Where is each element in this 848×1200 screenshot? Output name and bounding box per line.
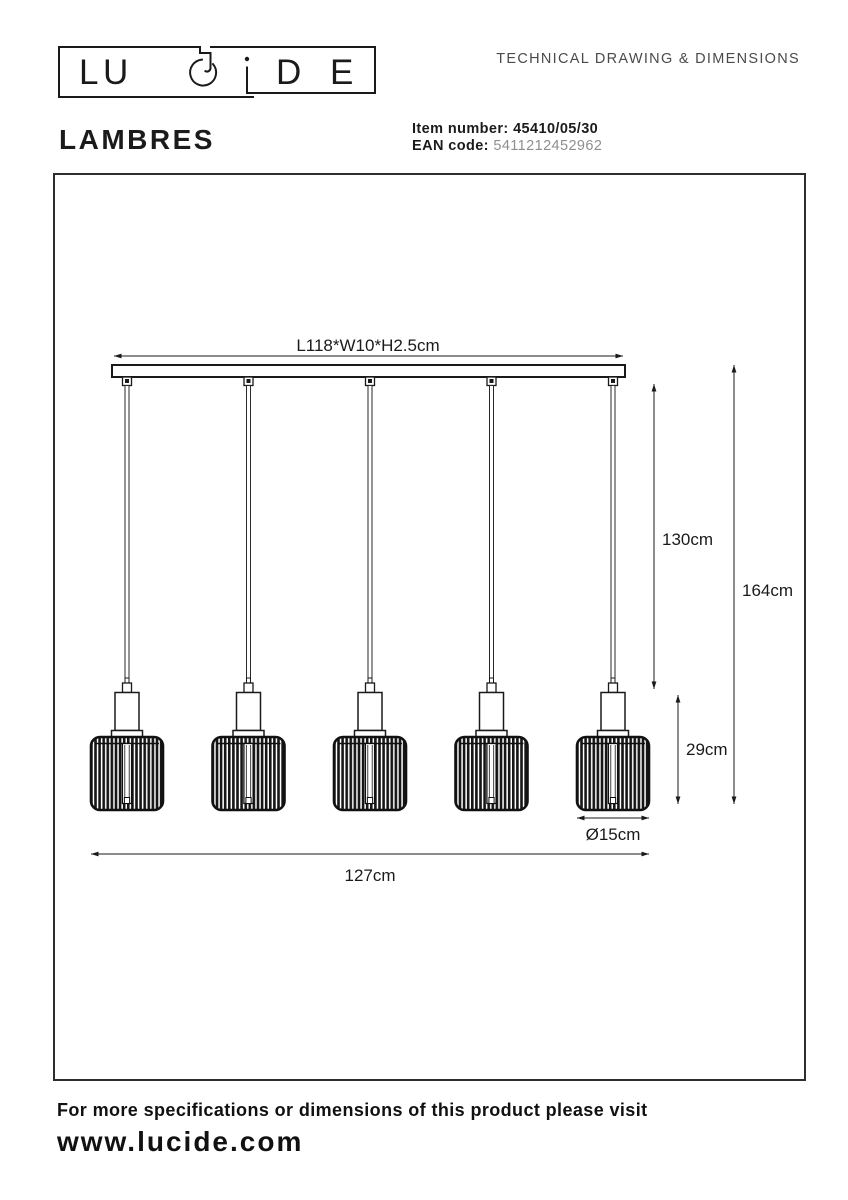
pendant-lamp-4	[456, 377, 528, 810]
ean-code-label: EAN code:	[412, 138, 489, 154]
item-info	[412, 121, 602, 155]
product-name: LAMBRES	[59, 124, 215, 155]
technical-drawing-frame	[53, 173, 806, 1081]
item-number-value: 45410/05/30	[513, 121, 599, 137]
logo-letter-c	[190, 60, 216, 86]
logo-letter: L	[79, 53, 99, 92]
pendant-lamp-2	[213, 377, 285, 810]
dim-label-total-height: 164cm	[742, 581, 794, 600]
dim-label-canopy: L118*W10*H2.5cm	[296, 336, 440, 355]
ceiling-bar	[112, 365, 625, 377]
dim-label-cord-length: 130cm	[662, 530, 714, 549]
logo-letter-i-dot	[245, 57, 249, 61]
technical-drawing-svg	[55, 175, 804, 1079]
footer-note: For more specifications or dimensions of this product please visit	[57, 1100, 648, 1120]
item-number-label: Item number:	[412, 121, 509, 137]
dim-label-shade-height: 29cm	[686, 740, 728, 759]
pendant-lamp-5	[577, 377, 649, 810]
logo-letter: E	[330, 53, 354, 92]
lucide-logo	[57, 45, 377, 99]
item-number-row	[412, 121, 602, 138]
footer-website: www.lucide.com	[57, 1126, 304, 1157]
ean-code-row	[412, 138, 602, 155]
ean-code-value: 5411212452962	[493, 138, 603, 154]
dim-label-shade-diameter: Ø15cm	[585, 825, 641, 844]
dim-label-overall-width: 127cm	[344, 866, 396, 885]
logo-letter: U	[103, 53, 129, 92]
document-type-label: TECHNICAL DRAWING & DIMENSIONS	[496, 51, 800, 67]
pendant-lamp-3	[334, 377, 406, 810]
pendant-lamp-1	[91, 377, 163, 810]
logo-letter: D	[276, 53, 302, 92]
